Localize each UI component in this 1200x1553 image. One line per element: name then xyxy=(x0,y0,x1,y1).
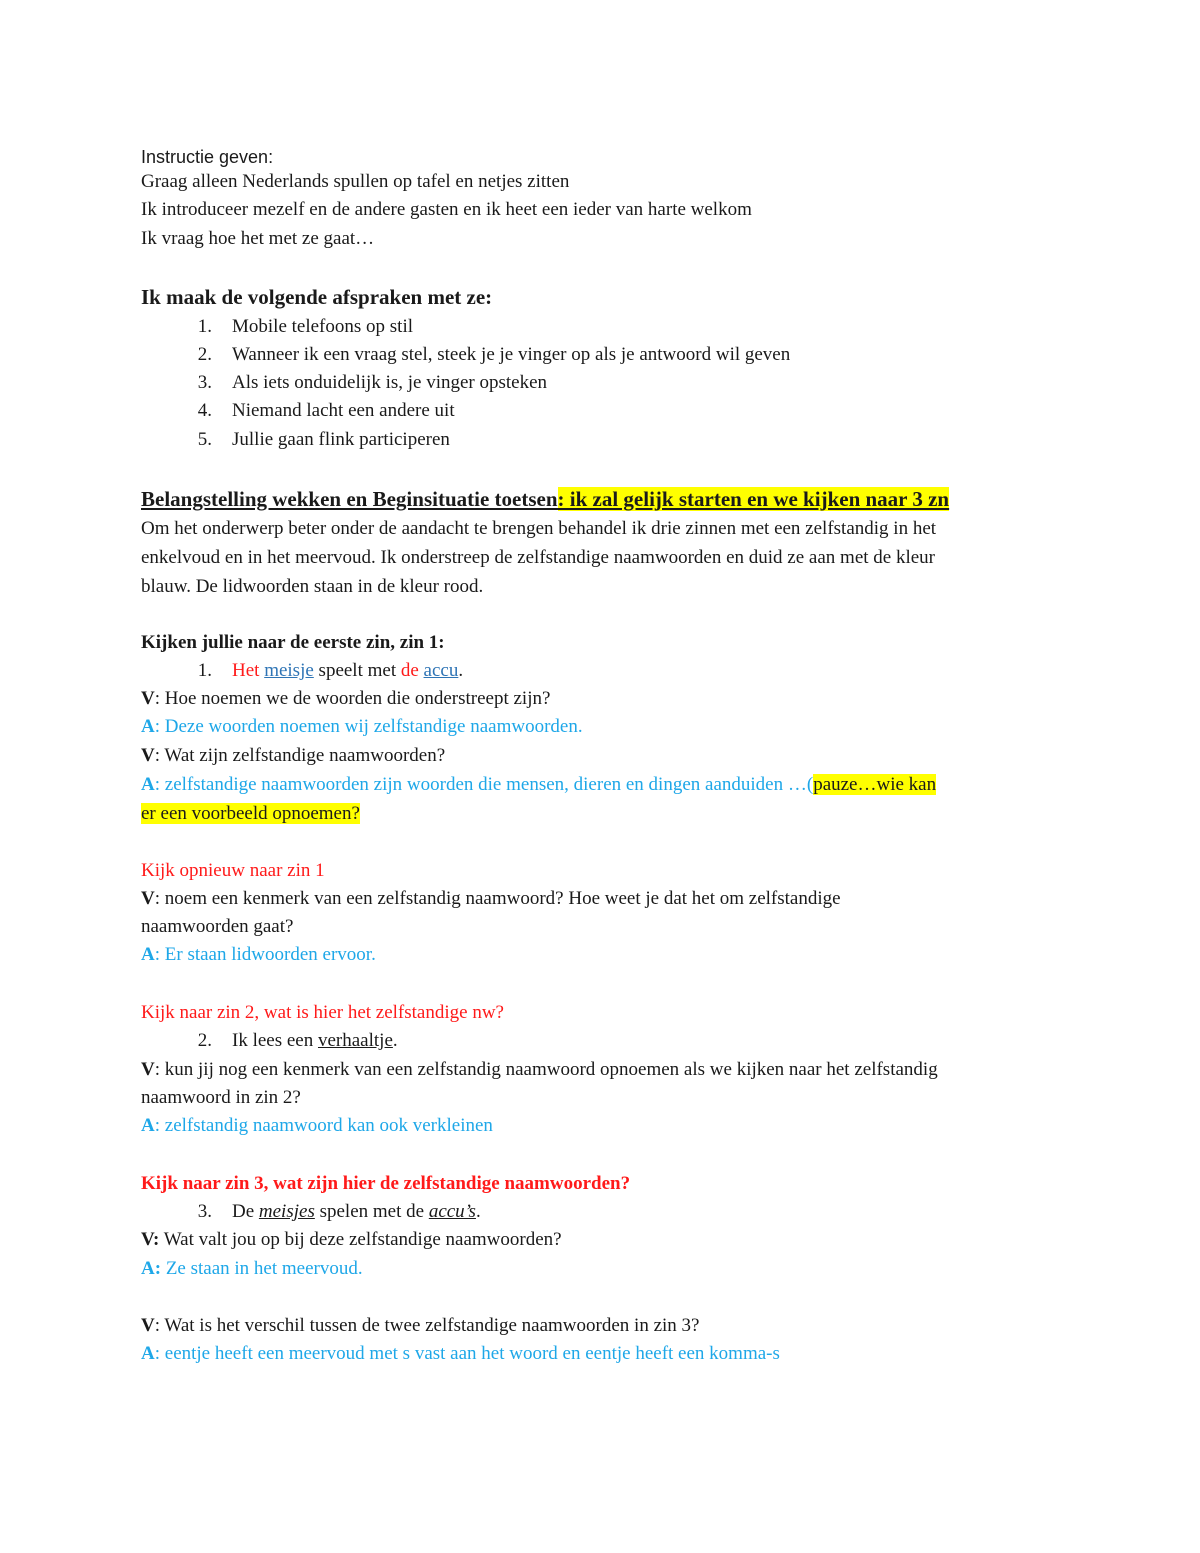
sentence-text: Ik lees een xyxy=(232,1030,318,1051)
sentence-3 xyxy=(141,1199,481,1225)
answer-label: A xyxy=(141,774,155,795)
question-label: V: xyxy=(141,1229,160,1250)
sentence-2 xyxy=(141,1028,398,1054)
noun-word: accu xyxy=(423,660,459,681)
question-text: : Wat zijn zelfstandige naamwoorden? xyxy=(154,745,446,766)
answer-text: Ze staan in het meervoud. xyxy=(161,1258,363,1279)
question-text: : Hoe noemen we de woorden die onderstreept zijn? xyxy=(154,688,551,709)
opnieuw-heading: Kijk opnieuw naar zin 1 xyxy=(141,860,325,881)
question-text: : Wat is het verschil tussen de twee zelfstandige naamwoorden in zin 3? xyxy=(154,1315,700,1336)
article-word: Het xyxy=(232,660,260,681)
list-item xyxy=(141,427,450,453)
highlighted-text: er een voorbeeld opnoemen? xyxy=(141,803,360,824)
list-text: Als iets onduidelijk is, je vinger opsteken xyxy=(232,372,548,393)
afspraken-heading: Ik maak de volgende afspraken met ze: xyxy=(141,285,493,309)
answer-label: A xyxy=(141,716,155,737)
answer-label: A xyxy=(141,944,155,965)
paragraph-line: enkelvoud en in het meervoud. Ik onderstreep de zelfstandige naamwoorden en duid ze aan met de kleur xyxy=(141,547,936,568)
noun-word: meisje xyxy=(264,660,314,681)
question-text: Wat valt jou op bij deze zelfstandige naamwoorden? xyxy=(159,1229,562,1250)
sentence-text: De xyxy=(232,1201,259,1222)
zin1-heading: Kijken jullie naar de eerste zin, zin 1: xyxy=(141,632,445,653)
question-line xyxy=(141,743,445,769)
highlighted-text: pauze…wie kan xyxy=(813,774,937,795)
intro-line: Ik vraag hoe het met ze gaat… xyxy=(141,228,375,249)
answer-line xyxy=(141,1256,363,1282)
intro-heading: Instructie geven: xyxy=(141,147,274,167)
question-label: V xyxy=(141,888,155,909)
list-number: 3. xyxy=(197,372,212,393)
answer-text: : Er staan lidwoorden ervoor. xyxy=(154,944,376,965)
list-text: Niemand lacht een andere uit xyxy=(232,400,455,421)
list-number: 4. xyxy=(197,400,212,421)
answer-text: : Deze woorden noemen wij zelfstandige naamwoorden. xyxy=(154,716,583,737)
question-label: V xyxy=(141,1315,155,1336)
sentence-text: . xyxy=(392,1030,398,1051)
question-line xyxy=(141,686,550,712)
zin2-heading: Kijk naar zin 2, wat is hier het zelfstandige nw? xyxy=(141,1002,504,1023)
answer-line xyxy=(141,1341,780,1367)
question-label: V xyxy=(141,745,155,766)
list-text: Jullie gaan flink participeren xyxy=(232,429,450,450)
noun-word: accu’s xyxy=(428,1201,476,1222)
question-line xyxy=(141,886,841,912)
belangstelling-heading xyxy=(141,486,949,512)
question-line: naamwoord in zin 2? xyxy=(141,1087,301,1108)
question-label: V xyxy=(141,1059,155,1080)
intro-line: Graag alleen Nederlands spullen op tafel en netjes zitten xyxy=(141,171,570,192)
answer-label: A: xyxy=(141,1258,162,1279)
question-line: naamwoorden gaat? xyxy=(141,916,294,937)
answer-line xyxy=(141,714,583,740)
sentence-text: . xyxy=(475,1201,481,1222)
answer-label: A xyxy=(141,1343,155,1364)
sentence-text: . xyxy=(458,660,464,681)
noun-word: verhaaltje xyxy=(317,1030,393,1051)
sentence-text: speelt met xyxy=(313,660,401,681)
answer-line xyxy=(141,801,360,827)
question-line xyxy=(141,1057,938,1083)
list-item xyxy=(141,314,413,340)
question-line xyxy=(141,1227,562,1253)
paragraph-line: Om het onderwerp beter onder de aandacht te brengen behandel ik drie zinnen met een zelfstandig in het xyxy=(141,518,937,539)
article-word: de xyxy=(400,660,419,681)
sentence-text: spelen met de xyxy=(314,1201,429,1222)
list-text: Mobile telefoons op stil xyxy=(232,316,414,337)
answer-text: : eentje heeft een meervoud met s vast aan het woord en eentje heeft een komma-s xyxy=(154,1343,780,1364)
section-heading-highlight: : ik zal gelijk starten en we kijken naar 3 zn xyxy=(557,487,950,511)
section-heading-text: Belangstelling wekken en Beginsituatie toetsen xyxy=(141,487,558,511)
list-number: 2. xyxy=(197,344,212,365)
answer-label: A xyxy=(141,1115,155,1136)
answer-line xyxy=(141,1113,493,1139)
paragraph-line: blauw. De lidwoorden staan in de kleur rood. xyxy=(141,576,484,597)
list-text: Wanneer ik een vraag stel, steek je je vinger op als je antwoord wil geven xyxy=(232,344,791,365)
list-number: 3. xyxy=(197,1201,212,1222)
answer-text: : zelfstandig naamwoord kan ook verkleinen xyxy=(154,1115,493,1136)
list-item xyxy=(141,398,455,424)
list-number: 2. xyxy=(197,1030,212,1051)
sentence-1 xyxy=(141,658,463,684)
list-item xyxy=(141,342,790,368)
question-label: V xyxy=(141,688,155,709)
list-item xyxy=(141,370,547,396)
intro-line: Ik introduceer mezelf en de andere gasten en ik heet een ieder van harte welkom xyxy=(141,199,752,220)
answer-text: : zelfstandige naamwoorden zijn woorden die mensen, dieren en dingen aanduiden …( xyxy=(154,774,814,795)
list-number: 1. xyxy=(197,316,212,337)
noun-word: meisjes xyxy=(258,1201,315,1222)
list-number: 1. xyxy=(197,660,212,681)
question-line xyxy=(141,1313,699,1339)
question-text: : noem een kenmerk van een zelfstandig naamwoord? Hoe weet je dat het om zelfstandige xyxy=(154,888,841,909)
list-number: 5. xyxy=(197,429,212,450)
question-text: : kun jij nog een kenmerk van een zelfstandig naamwoord opnoemen als we kijken naar het zelfstandig xyxy=(154,1059,938,1080)
zin3-heading: Kijk naar zin 3, wat zijn hier de zelfstandige naamwoorden? xyxy=(141,1173,631,1194)
answer-line xyxy=(141,942,376,968)
answer-line xyxy=(141,772,936,798)
